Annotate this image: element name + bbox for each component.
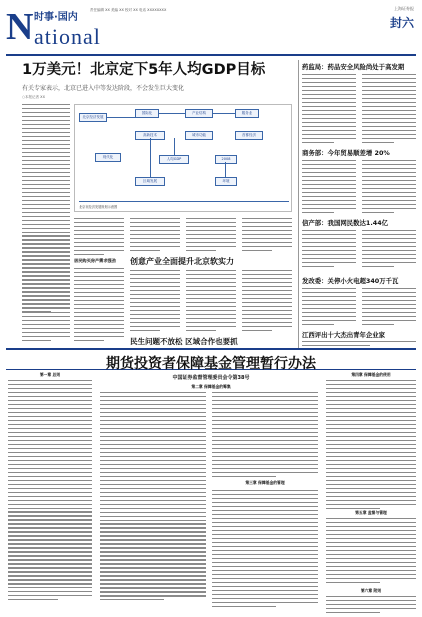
masthead-logo-letter: N: [6, 6, 34, 48]
mii-headline: 信产部：我国网民数达1.44亿: [302, 219, 389, 227]
diagram-node: 北京经济发展: [79, 113, 107, 122]
diagram-connector: [174, 138, 175, 155]
diagram-node: 现代化: [95, 153, 121, 162]
jiangxi-headline: 江西评出十大杰出青年企业家: [302, 331, 386, 339]
fda-col1: [302, 74, 356, 146]
diagram-node: 产业结构: [185, 109, 213, 118]
mofcom-col2: [362, 160, 416, 216]
diagram-node: 城市功能: [185, 131, 213, 140]
chapter-heading: 第六章 附则: [360, 588, 382, 593]
regulation-banner: [6, 348, 416, 370]
lead-byline: ○本报记者 XX: [22, 95, 45, 99]
chapter-heading: 第一章 总则: [39, 372, 61, 377]
lead-subtitle: 有关专家表示，北京已进入中等发达阶段，不会发生巨大变化: [22, 85, 185, 92]
reg-col4c: [326, 596, 416, 616]
ndrc-headline: 发改委：关停小火电超340万千瓦: [302, 277, 399, 285]
fda-col2: [362, 74, 416, 146]
diagram-node: 环境: [215, 177, 237, 186]
diagram-node: 服务业: [235, 109, 259, 118]
column-divider: [298, 60, 299, 350]
lead-body-col2b: [74, 268, 124, 344]
diagram-connector: [150, 138, 151, 177]
livelihood-headline: 民生问题不放松 区域合作也要抓: [130, 337, 238, 346]
regulation-title: 期货投资者保障基金管理暂行办法: [106, 356, 316, 372]
diagram-node: 国际化: [135, 109, 159, 118]
lead-body-col1b: [22, 280, 70, 344]
newspaper-name: 上海证券报: [394, 6, 414, 11]
diagram-node: 人均GDP: [159, 155, 189, 164]
small-headline: 居民购买房产需求强劲: [74, 258, 116, 263]
creative-col2: [186, 270, 236, 334]
lead-body-col5: [242, 218, 292, 254]
lead-headline: 1万美元！北京定下5年人均GDP目标: [22, 62, 266, 78]
masthead-info: 责任编辑 XX 美编 XX 校对 XX 电话 XXXXXXXX: [90, 8, 167, 12]
diagram-connector: [225, 162, 226, 177]
diagram-connector: [107, 117, 135, 118]
diagram-node: 区域发展: [135, 177, 165, 186]
reg-col3b: [212, 490, 318, 610]
fda-headline: 药监局：药品安全风险尚处于高发期: [302, 63, 405, 71]
economy-diagram: [74, 104, 292, 212]
mofcom-headline: 商务部：今年贸易顺差增 20%: [302, 149, 390, 157]
chapter-heading: 第五章 监督与管理: [355, 510, 387, 515]
masthead-logo-word: ational: [34, 24, 101, 49]
lead-body-col4: [186, 218, 236, 254]
mii-col1: [302, 230, 356, 270]
diagram-caption: 北京市经济发展规划示意图: [79, 205, 118, 209]
ndrc-col1: [302, 288, 356, 328]
creative-headline: 创意产业全面提升北京软实力: [130, 257, 234, 266]
diagram-node: 2008: [215, 155, 237, 164]
section-name: 时事·国内: [34, 12, 78, 23]
lead-body-col3: [130, 218, 180, 254]
mofcom-col1: [302, 160, 356, 216]
chapter-heading: 第三章 保障基金的管理: [245, 480, 285, 485]
diagram-connector: [159, 113, 185, 114]
diagram-node: 高新技术: [135, 131, 165, 140]
chapter-heading: 第四章 保障基金的使用: [351, 372, 391, 377]
creative-col1: [130, 270, 180, 334]
reg-col3: [212, 392, 318, 480]
diagram-node: 首都经济: [235, 131, 263, 140]
masthead: [0, 0, 422, 62]
reg-col2: [100, 392, 206, 603]
lead-body-col2: [74, 218, 124, 258]
page-label: 封六: [389, 16, 414, 30]
diagram-connector: [213, 113, 235, 114]
reg-col4: [326, 380, 416, 511]
regulation-order: 中国证券监督管理委员会令第38号: [172, 375, 250, 381]
chapter-heading: 第二章 保障基金的筹集: [191, 384, 231, 389]
diagram-baseline: [79, 201, 289, 202]
mii-col2: [362, 230, 416, 270]
reg-col1: [8, 380, 92, 603]
ndrc-col2: [362, 288, 416, 328]
reg-col4b: [326, 518, 416, 586]
creative-col3: [242, 270, 292, 334]
masthead-rule: [6, 54, 416, 56]
